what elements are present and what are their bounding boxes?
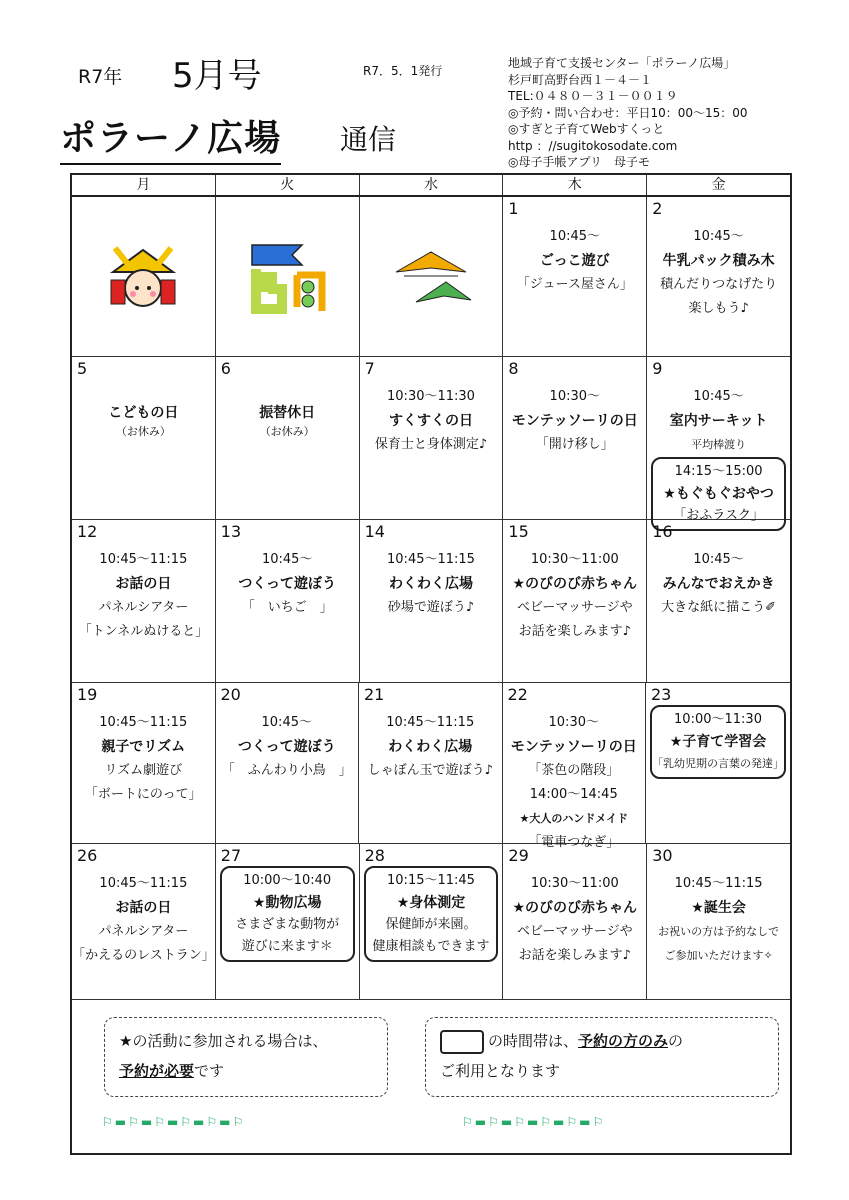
day-mon: 月 [72,175,216,195]
day-cell-2[interactable] [647,197,790,356]
day-cell-13[interactable] [216,520,360,682]
event-title: モンテッソーリの日 [510,739,637,755]
reservation-box [220,866,355,962]
holiday-title: こどもの日 [108,405,179,421]
week-row [72,844,790,1000]
newsletter-subtitle: 通信 [340,123,397,156]
day-number: 28 [364,846,385,865]
event-detail: 保育士と身体測定♪ [374,437,488,452]
event-detail: 積んだりつなげたり [660,277,778,292]
event-time: 10:30～ [549,389,601,404]
event-detail: 健康相談もできます [372,939,490,954]
day-number: 27 [220,846,242,865]
koinobori-decoration-icon: ⚐▬⚐▬⚐▬⚐▬⚐▬⚐ [102,1115,246,1129]
event-time: 10:45～11:15 [387,552,475,567]
event-title: ★身体測定 [396,895,466,911]
event-time: 10:45～ [693,389,744,404]
cell-empty [216,197,360,356]
event-detail: ベビーマッサージや [516,600,633,615]
event-time: 10:30～11:00 [530,552,619,567]
contact-line: 杉戸町高野台西１－４－１ [508,72,653,87]
day-cell-23[interactable] [646,683,790,843]
event-detail: パネルシアター [98,924,189,939]
event-title: みんなでおえかき [662,576,775,592]
week-row [72,357,790,523]
day-number: 1 [508,199,519,218]
day-number: 22 [507,685,528,704]
event-title: お話の日 [115,576,172,592]
day-wed: 水 [360,175,504,195]
event-detail: 「電車つなぎ」 [528,835,620,850]
event-title: ★子育て学習会 [669,734,767,750]
day-cell-6[interactable] [216,357,360,519]
kabuto-icon [103,242,183,312]
event-title: 室内サーキット [669,413,768,429]
note-line: です [194,1062,225,1080]
event-time: 10:45～ [693,229,744,244]
week-row [72,683,790,850]
day-cell-30[interactable] [647,844,790,999]
note-emphasis: 予約が必要 [119,1062,195,1080]
kabuto-origami-icon [386,242,476,312]
reservation-box [364,866,499,962]
day-cell-1[interactable] [503,197,647,356]
contact-line: ◎予約・問い合わせ：平日10：00～15：00 [508,105,748,120]
day-number: 6 [220,359,231,378]
event-detail: 「 いちご 」 [241,600,333,615]
event-detail: 「茶色の階段」 [528,763,620,778]
event-detail: 「ボートにのって」 [84,787,202,802]
event-detail: さまざまな動物が [235,917,340,932]
event-detail: しゃぼん玉で遊ぼう♪ [367,763,493,778]
cell-empty [72,197,216,356]
holiday-note: （お休み） [115,425,171,438]
event-detail: ベビーマッサージや [516,924,633,939]
day-number: 5 [77,359,88,378]
event-time: 10:45～11:15 [674,876,763,891]
day-cell-15[interactable] [503,520,647,682]
event-time: 14:15～15:00 [674,464,763,479]
contact-line: ◎母子手帳アプリ 母子モ [508,155,650,169]
event-title: わくわく広場 [388,739,473,755]
event-detail: お話を楽しみます♪ [518,948,631,963]
day-cell-5[interactable] [72,357,216,519]
reservation-box [650,705,786,779]
holiday-note: （お休み） [259,425,315,438]
event-detail: 「ジュース屋さん」 [516,277,633,292]
event-detail: 「トンネルぬけると」 [78,624,209,639]
koinobori-5-icon [242,237,332,317]
event-time: 10:45～ [261,552,313,567]
event-title: ★もぐもぐおやつ [663,486,774,502]
event-title: ★動物広場 [252,895,322,911]
event-detail: 砂場で遊ぼう♪ [387,600,475,615]
holiday-title: 振替休日 [259,405,316,421]
event-detail: 「かえるのレストラン」 [72,948,215,963]
day-fri: 金 [711,177,726,193]
day-cell-20[interactable] [216,683,360,843]
day-number: 2 [652,199,663,218]
event-time: 10:45～11:15 [99,876,188,891]
day-number: 20 [220,685,241,704]
event-time: 10:45～ [261,715,312,730]
event-time: 10:45～11:15 [99,552,188,567]
day-number: 23 [651,685,672,704]
day-cell-22[interactable] [503,683,647,850]
day-cell-19[interactable] [72,683,216,843]
event-detail: 遊びに来ます＊ [241,939,333,954]
day-thu: 木 [503,175,647,195]
day-header-row [72,175,790,197]
day-cell-7[interactable] [360,357,504,519]
event-time: 10:45～11:15 [99,715,188,730]
event-title: ★大人のハンドメイド [519,812,629,825]
event-time: 10:15～11:45 [387,873,475,888]
event-detail: リズム劇遊び [104,763,183,778]
day-cell-28[interactable] [360,844,504,999]
event-detail: ご参加いただけます✧ [664,949,773,962]
event-detail: お話を楽しみます♪ [518,624,631,639]
event-title: 牛乳パック積み木 [662,253,775,269]
event-title: 親子でリズム [101,739,186,755]
box-reservation-note [425,1017,779,1097]
day-number: 26 [77,846,98,865]
event-detail: 「おふラスク」 [673,508,764,523]
day-cell-16[interactable] [647,520,790,682]
event-title: ★誕生会 [691,900,746,916]
event-time: 10:00～11:30 [674,712,762,727]
event-detail: 平均棒渡り [691,438,747,451]
event-time: 10:00～10:40 [243,873,332,888]
rounded-box-icon [440,1030,484,1054]
day-number: 9 [652,359,663,378]
contact-line: TEL:０４８０－３１－００１９ [508,89,678,103]
day-cell-29[interactable] [503,844,647,999]
day-cell-14[interactable] [360,520,504,682]
event-title: ★のびのび赤ちゃん [512,576,638,592]
event-title: わくわく広場 [388,576,473,592]
day-cell-26[interactable] [72,844,216,999]
day-cell-21[interactable] [359,683,503,843]
event-time: 10:45～ [549,229,601,244]
day-tue: 火 [216,175,360,195]
event-time: 10:30～11:30 [387,389,475,404]
day-number: 16 [652,522,673,541]
event-time: 14:00～14:45 [529,787,618,802]
day-number: 15 [508,522,529,541]
event-time: 10:30～ [548,715,599,730]
day-number: 29 [508,846,529,865]
edition-label: R7年 [78,66,123,88]
day-number: 30 [652,846,673,865]
issue-date: R7．5．1発行 [363,64,443,78]
event-time: 10:45～ [693,552,744,567]
event-detail: 楽しもう♪ [688,301,749,316]
koinobori-decoration-icon: ⚐▬⚐▬⚐▬⚐▬⚐▬⚐ [462,1115,606,1129]
note-line: の時間帯は、 [488,1032,579,1050]
day-cell-12[interactable] [72,520,216,682]
event-detail: 保健師が来園。 [385,917,477,932]
star-reservation-note [104,1017,388,1097]
event-detail: 「開け移し」 [535,437,614,452]
newsletter-title: ポラーノ広場 [60,110,281,165]
day-number: 19 [77,685,98,704]
note-emphasis: 予約の方のみ [578,1032,669,1050]
event-title: すくすくの日 [388,413,473,429]
event-detail: 「 ふんわり小鳥 」 [221,763,352,778]
day-number: 12 [77,522,98,541]
event-title: つくって遊ぼう [237,739,336,755]
week-row [72,197,790,357]
day-cell-8[interactable] [503,357,647,519]
note-line: ★の活動に参加される場合は、 [119,1032,328,1050]
contact-block [508,55,748,171]
day-number: 13 [220,522,242,541]
day-cell-9[interactable] [647,357,790,523]
contact-line: ◎すぎと子育てWebすくっと [508,122,665,136]
note-line: ご利用となります [440,1062,561,1080]
event-title: モンテッソーリの日 [511,413,638,429]
event-title: つくって遊ぼう [238,576,337,592]
calendar [70,173,792,1155]
event-title: ごっこ遊び [539,253,610,269]
event-detail: お祝いの方は予約なしで [658,925,780,938]
event-time: 10:45～11:15 [386,715,475,730]
event-detail: 大きな紙に描こう✐ [661,600,777,615]
event-detail: 「乳幼児期の言葉の発達」 [652,757,784,770]
day-number: 14 [364,522,385,541]
contact-url[interactable]: http ：//sugitokosodate.com [508,138,678,153]
event-time: 10:30～11:00 [530,876,619,891]
day-number: 8 [508,359,519,378]
day-number: 21 [364,685,385,704]
note-line: の [668,1032,684,1050]
event-title: ★のびのび赤ちゃん [512,900,638,916]
month-title: 5月号 [172,56,262,96]
week-row [72,520,790,683]
footer-notes [72,997,790,1153]
contact-line: 地域子育て支援センター「ポラーノ広場」 [508,56,736,70]
day-cell-27[interactable] [216,844,360,999]
cell-empty [360,197,504,356]
event-title: お話の日 [115,900,172,916]
event-detail: パネルシアター [98,600,189,615]
day-number: 7 [364,359,375,378]
